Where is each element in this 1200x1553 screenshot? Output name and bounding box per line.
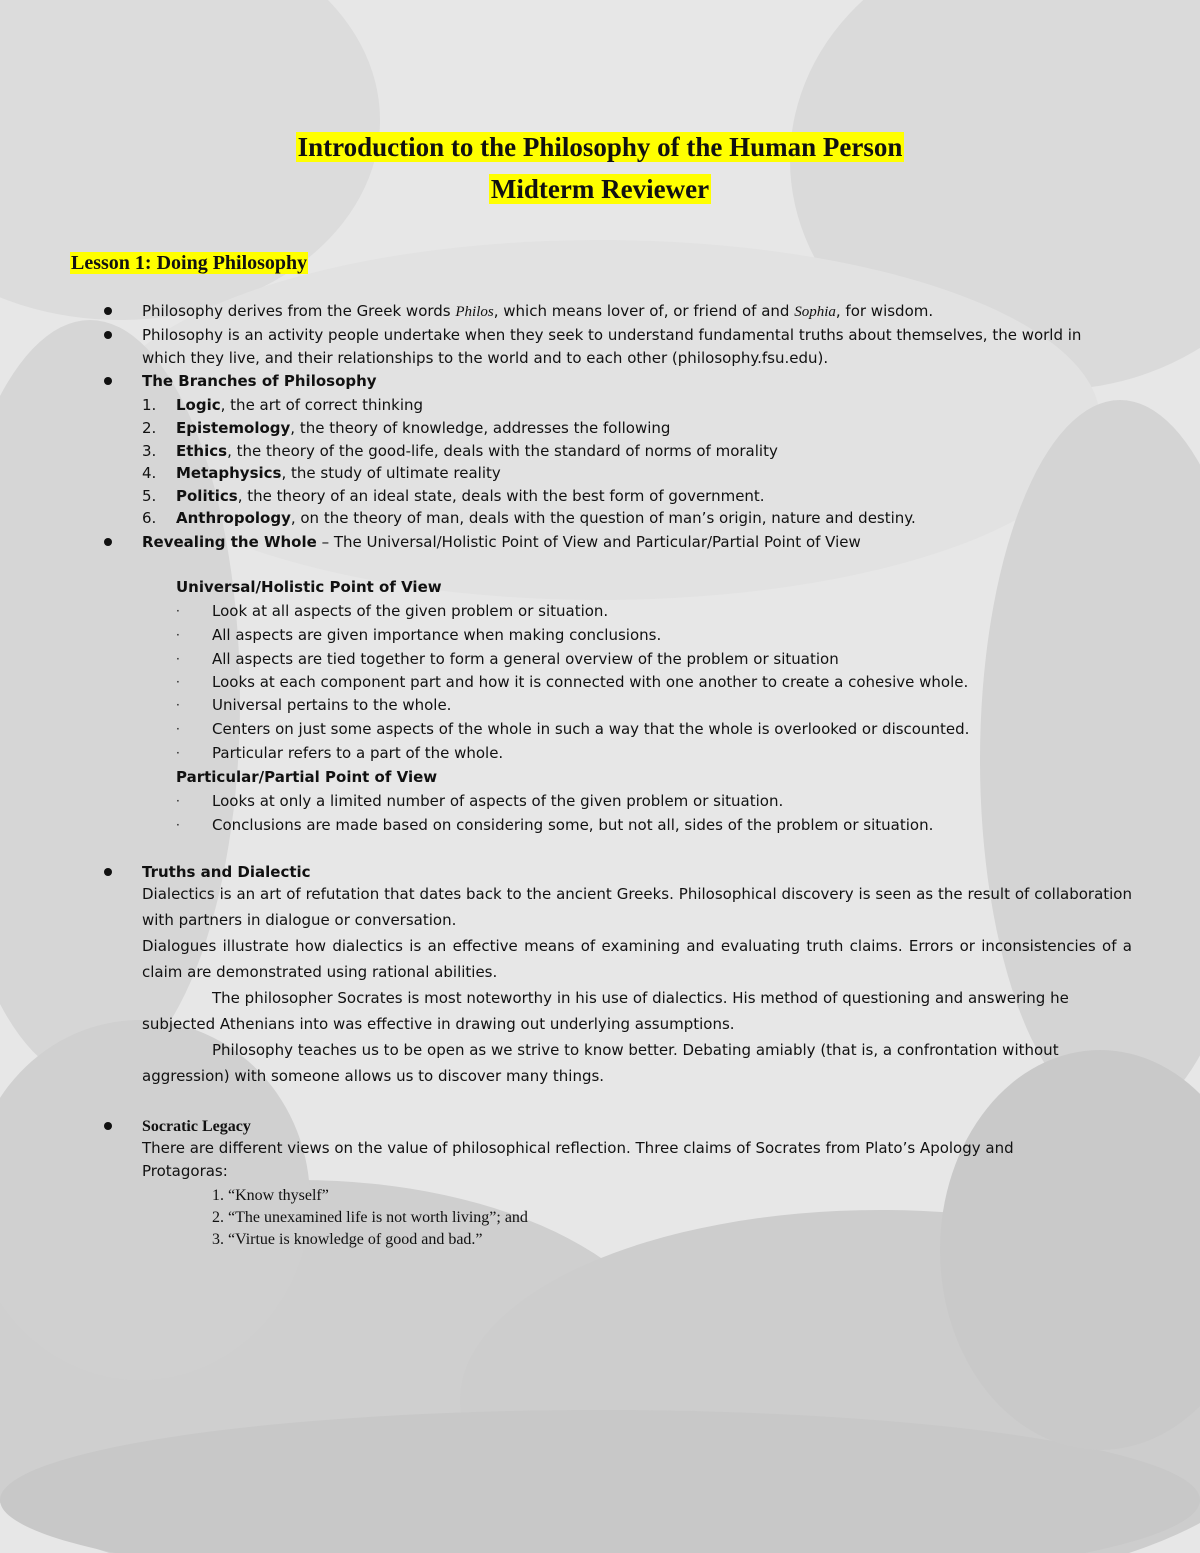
- list-number: 4.: [142, 464, 157, 482]
- whole-term: Revealing the Whole: [142, 533, 317, 551]
- branch-term: Politics: [176, 487, 238, 505]
- truths-paragraph-2: Dialogues illustrate how dialectics is an effective means of examining and evaluating truth claims. Errors or inconsistencies of a claim are demonstrated using rational abilities.: [142, 937, 1132, 981]
- universal-heading: Universal/Holistic Point of View: [176, 578, 442, 596]
- socratic-claim: 2. “The unexamined life is not worth living”; and: [212, 1209, 528, 1226]
- middot-marker: ·: [176, 675, 180, 689]
- branch-item: [176, 507, 1116, 530]
- bullet-activity: Philosophy is an activity people undertake when they seek to understand fundamental truths about themselves, the world in which they live, and their relationships to the world and to each other (philosophy.fsu.edu).: [142, 326, 1082, 367]
- branch-desc: , on the theory of man, deals with the question of man’s origin, nature and destiny.: [290, 509, 916, 527]
- document-title: [0, 126, 1200, 210]
- socratic-heading: Socratic Legacy: [142, 1118, 251, 1135]
- branch-item: [176, 417, 1116, 440]
- middot-marker: ·: [176, 698, 180, 712]
- socratic-claim: 1. “Know thyself”: [212, 1187, 329, 1204]
- branch-term: Anthropology: [176, 509, 291, 527]
- middot-marker: ·: [176, 818, 180, 832]
- branch-item: [176, 440, 1116, 463]
- branch-desc: , the theory of the good-life, deals with the standard of norms of morality: [227, 442, 778, 460]
- particular-item: Looks at only a limited number of aspects of the given problem or situation.: [212, 792, 784, 810]
- truths-paragraph-4: Philosophy teaches us to be open as we strive to know better. Debating amiably (that is, a confrontation without aggression) with someone allows us to discover many things.: [142, 1041, 1059, 1085]
- whole-desc: – The Universal/Holistic Point of View and Particular/Partial Point of View: [316, 533, 861, 551]
- bullet-icon: [104, 868, 112, 876]
- branch-term: Metaphysics: [176, 464, 282, 482]
- branch-desc: , the art of correct thinking: [220, 396, 424, 414]
- universal-item: Universal pertains to the whole.: [212, 696, 452, 714]
- branch-term: Ethics: [176, 442, 228, 460]
- text-run: , which means lover of, or friend of and: [493, 302, 795, 320]
- bullet-icon: [104, 331, 112, 339]
- list-number: 5.: [142, 487, 157, 505]
- list-number: 6.: [142, 509, 157, 527]
- universal-item: Centers on just some aspects of the whole in such a way that the whole is overlooked or discounted.: [212, 720, 970, 738]
- branch-item: [176, 394, 1116, 417]
- truths-paragraph-3: The philosopher Socrates is most noteworthy in his use of dialectics. His method of questioning and answering he subjected Athenians into was effective in drawing out underlying assumptions.: [142, 989, 1069, 1033]
- branch-desc: , the theory of an ideal state, deals with the best form of government.: [237, 487, 765, 505]
- middot-marker: ·: [176, 628, 180, 642]
- text-run: , for wisdom.: [835, 302, 934, 320]
- middot-marker: ·: [176, 604, 180, 618]
- universal-item: Looks at each component part and how it is connected with one another to create a cohesive whole.: [212, 673, 969, 691]
- socratic-claim: 3. “Virtue is knowledge of good and bad.”: [212, 1231, 483, 1248]
- bullet-icon: [104, 1122, 112, 1130]
- list-number: 3.: [142, 442, 157, 460]
- title-line-2: Midterm Reviewer: [490, 174, 710, 204]
- socratic-intro: There are different views on the value of philosophical reflection. Three claims of Socrates from Plato’s Apology and Protagoras:: [142, 1139, 1014, 1180]
- list-number: 1.: [142, 396, 157, 414]
- middot-marker: ·: [176, 722, 180, 736]
- branch-item: [176, 485, 1116, 508]
- universal-item: All aspects are given importance when making conclusions.: [212, 626, 662, 644]
- branch-desc: , the study of ultimate reality: [281, 464, 501, 482]
- branch-term: Epistemology: [176, 419, 291, 437]
- middot-marker: ·: [176, 652, 180, 666]
- lesson-heading: [70, 250, 308, 276]
- truths-paragraph-1: Dialectics is an art of refutation that dates back to the ancient Greeks. Philosophical discovery is seen as the result of collaboration with partners in dialogue or conversation.: [142, 885, 1132, 929]
- lesson-heading-text: Lesson 1: Doing Philosophy: [71, 252, 308, 274]
- branch-term: Logic: [176, 396, 221, 414]
- branch-item: [176, 462, 1116, 485]
- universal-item: Look at all aspects of the given problem or situation.: [212, 602, 609, 620]
- truths-heading: Truths and Dialectic: [142, 863, 311, 881]
- particular-item: Conclusions are made based on considering some, but not all, sides of the problem or situation.: [212, 816, 934, 834]
- branch-desc: , the theory of knowledge, addresses the following: [290, 419, 671, 437]
- bullet-greek-origin: [142, 300, 1122, 324]
- text-run: Philosophy derives from the Greek words: [142, 302, 456, 320]
- bullet-revealing-whole: [142, 531, 1122, 554]
- bullet-icon: [104, 307, 112, 315]
- branches-heading: The Branches of Philosophy: [142, 372, 377, 390]
- list-number: 2.: [142, 419, 157, 437]
- particular-heading: Particular/Partial Point of View: [176, 768, 438, 786]
- title-line-1: Introduction to the Philosophy of the Human Person: [297, 132, 903, 162]
- term-sophia: Sophia: [794, 304, 836, 320]
- bullet-icon: [104, 377, 112, 385]
- universal-item: Particular refers to a part of the whole.: [212, 744, 504, 762]
- universal-item: All aspects are tied together to form a general overview of the problem or situation: [212, 650, 839, 668]
- term-philos: Philos: [455, 304, 494, 320]
- middot-marker: ·: [176, 794, 180, 808]
- middot-marker: ·: [176, 746, 180, 760]
- bullet-icon: [104, 538, 112, 546]
